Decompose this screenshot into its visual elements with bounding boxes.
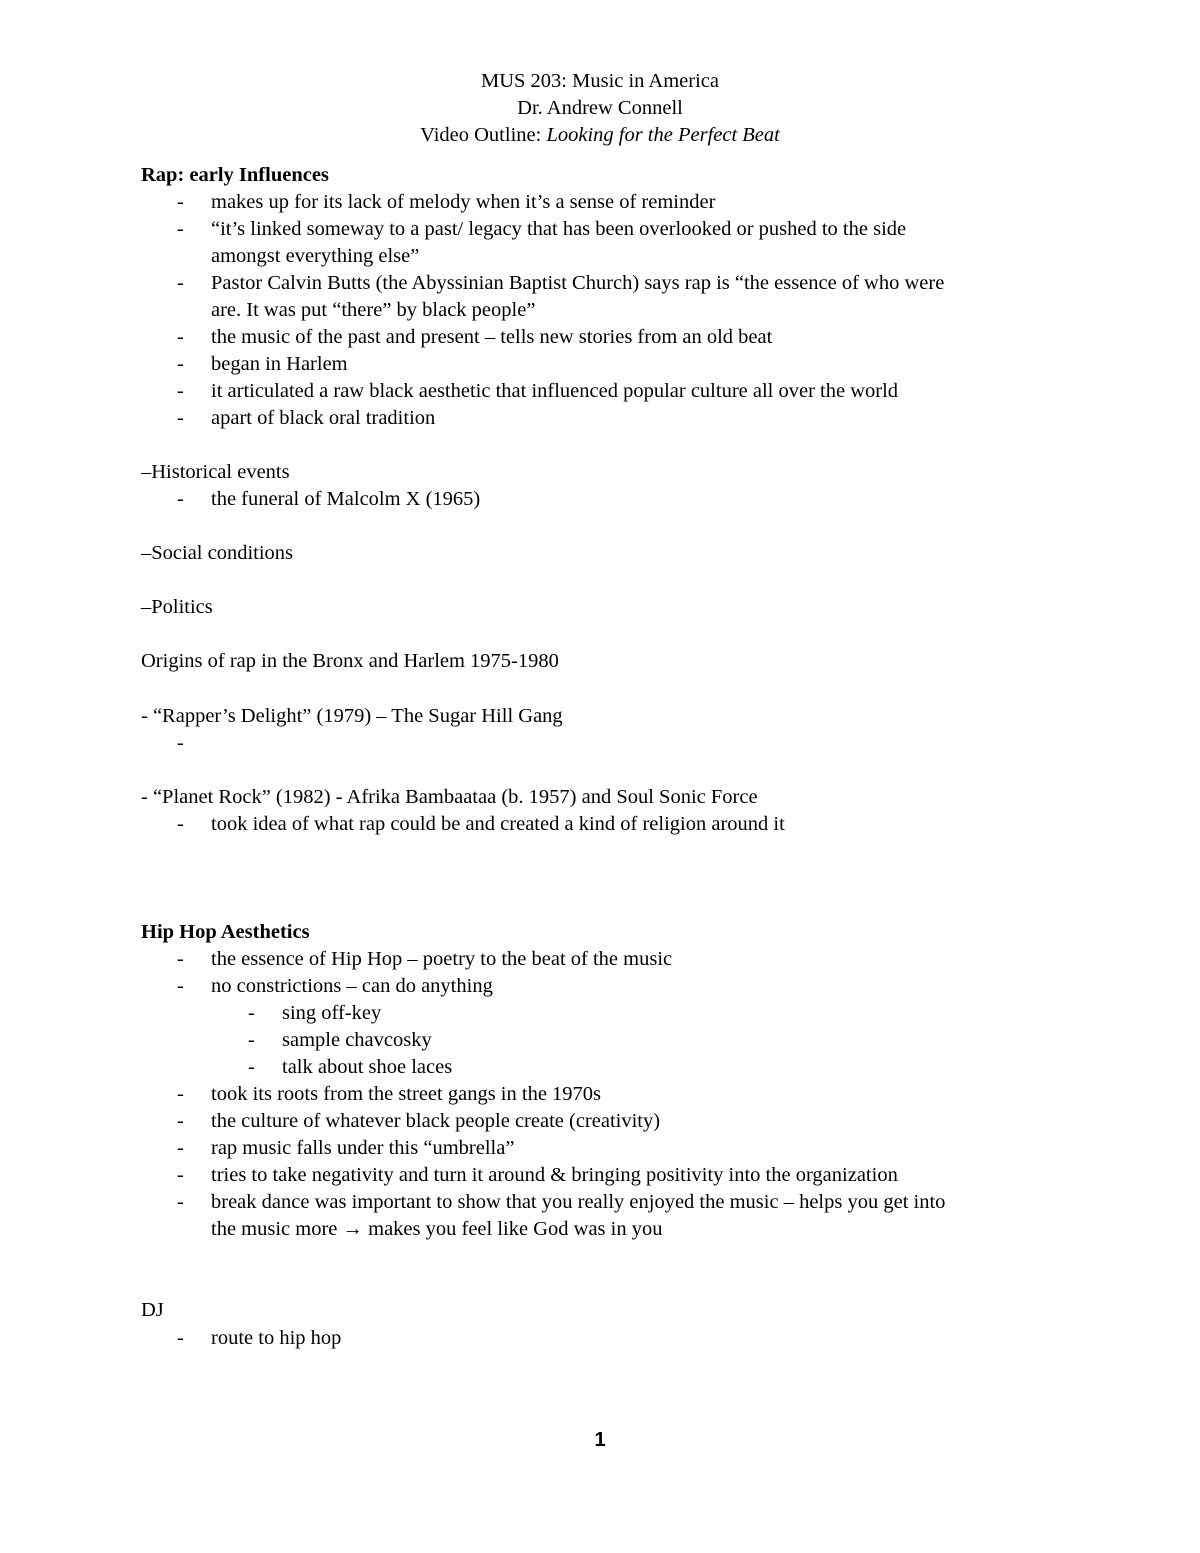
- list-item: it articulated a raw black aesthetic that influenced popular culture all over the world: [211, 380, 899, 402]
- bullet-dash: -: [177, 407, 184, 429]
- list-item: apart of black oral tradition: [211, 407, 436, 429]
- bullet-dash: -: [177, 488, 184, 510]
- historical-events-label: –Historical events: [141, 461, 290, 483]
- list-item: no constrictions – can do anything: [211, 975, 493, 997]
- page-number: 1: [594, 1429, 606, 1451]
- bullet-dash: -: [177, 1110, 184, 1132]
- bullet-dash: -: [177, 272, 184, 294]
- outline-title: Looking for the Perfect Beat: [546, 124, 780, 146]
- bullet-dash: -: [177, 1191, 184, 1213]
- document-header: [0, 68, 1200, 149]
- list-item-continuation: amongst everything else”: [211, 245, 420, 267]
- list-item: break dance was important to show that you really enjoyed the music – helps you get into: [211, 1191, 946, 1213]
- list-item-continuation: the music more → makes you feel like God was in you: [211, 1218, 663, 1240]
- section-heading-hip-hop: Hip Hop Aesthetics: [141, 921, 310, 943]
- sub-list-item: sample chavcosky: [282, 1029, 432, 1051]
- bullet-dash: -: [177, 1083, 184, 1105]
- bullet-dash: -: [177, 732, 184, 754]
- outline-prefix: Video Outline:: [420, 124, 547, 146]
- origins-label: Origins of rap in the Bronx and Harlem 1975-1980: [141, 650, 559, 672]
- bullet-dash: -: [177, 1164, 184, 1186]
- bullet-dash: -: [177, 813, 184, 835]
- social-conditions-label: –Social conditions: [141, 542, 294, 564]
- planet-rock-label: - “Planet Rock” (1982) - Afrika Bambaataa (b. 1957) and Soul Sonic Force: [141, 786, 758, 808]
- list-item: the culture of whatever black people create (creativity): [211, 1110, 661, 1132]
- sub-list-item: talk about shoe laces: [282, 1056, 453, 1078]
- instructor-name: Dr. Andrew Connell: [517, 97, 683, 119]
- list-item: the music of the past and present – tells new stories from an old beat: [211, 326, 773, 348]
- bullet-dash: -: [177, 1327, 184, 1349]
- list-item: the funeral of Malcolm X (1965): [211, 488, 481, 510]
- bullet-dash: -: [177, 326, 184, 348]
- list-item: route to hip hop: [211, 1327, 342, 1349]
- bullet-dash: -: [177, 1137, 184, 1159]
- outline-title-line: [0, 122, 1200, 149]
- sub-bullet-dash: -: [248, 1002, 255, 1024]
- sub-list-item: sing off-key: [282, 1002, 382, 1024]
- bullet-dash: -: [177, 353, 184, 375]
- bullet-dash: -: [177, 218, 184, 240]
- politics-label: –Politics: [141, 596, 213, 618]
- list-item: tries to take negativity and turn it around & bringing positivity into the organization: [211, 1164, 898, 1186]
- list-item: the essence of Hip Hop – poetry to the beat of the music: [211, 948, 673, 970]
- list-item: began in Harlem: [211, 353, 348, 375]
- sub-bullet-dash: -: [248, 1029, 255, 1051]
- bullet-dash: -: [177, 380, 184, 402]
- list-item: makes up for its lack of melody when it’s a sense of reminder: [211, 191, 716, 213]
- list-item: Pastor Calvin Butts (the Abyssinian Baptist Church) says rap is “the essence of who were: [211, 272, 945, 294]
- list-item: rap music falls under this “umbrella”: [211, 1137, 515, 1159]
- bullet-dash: -: [177, 191, 184, 213]
- list-item: took its roots from the street gangs in the 1970s: [211, 1083, 602, 1105]
- list-item: took idea of what rap could be and created a kind of religion around it: [211, 813, 785, 835]
- section-heading-rap: Rap: early Influences: [141, 164, 329, 186]
- list-item: “it’s linked someway to a past/ legacy that has been overlooked or pushed to the side: [211, 218, 907, 240]
- sub-bullet-dash: -: [248, 1056, 255, 1078]
- rappers-delight-label: - “Rapper’s Delight” (1979) – The Sugar Hill Gang: [141, 705, 563, 727]
- bullet-dash: -: [177, 948, 184, 970]
- list-item-continuation: are. It was put “there” by black people”: [211, 299, 536, 321]
- bullet-dash: -: [177, 975, 184, 997]
- course-title: MUS 203: Music in America: [480, 70, 719, 92]
- dj-label: DJ: [141, 1299, 164, 1321]
